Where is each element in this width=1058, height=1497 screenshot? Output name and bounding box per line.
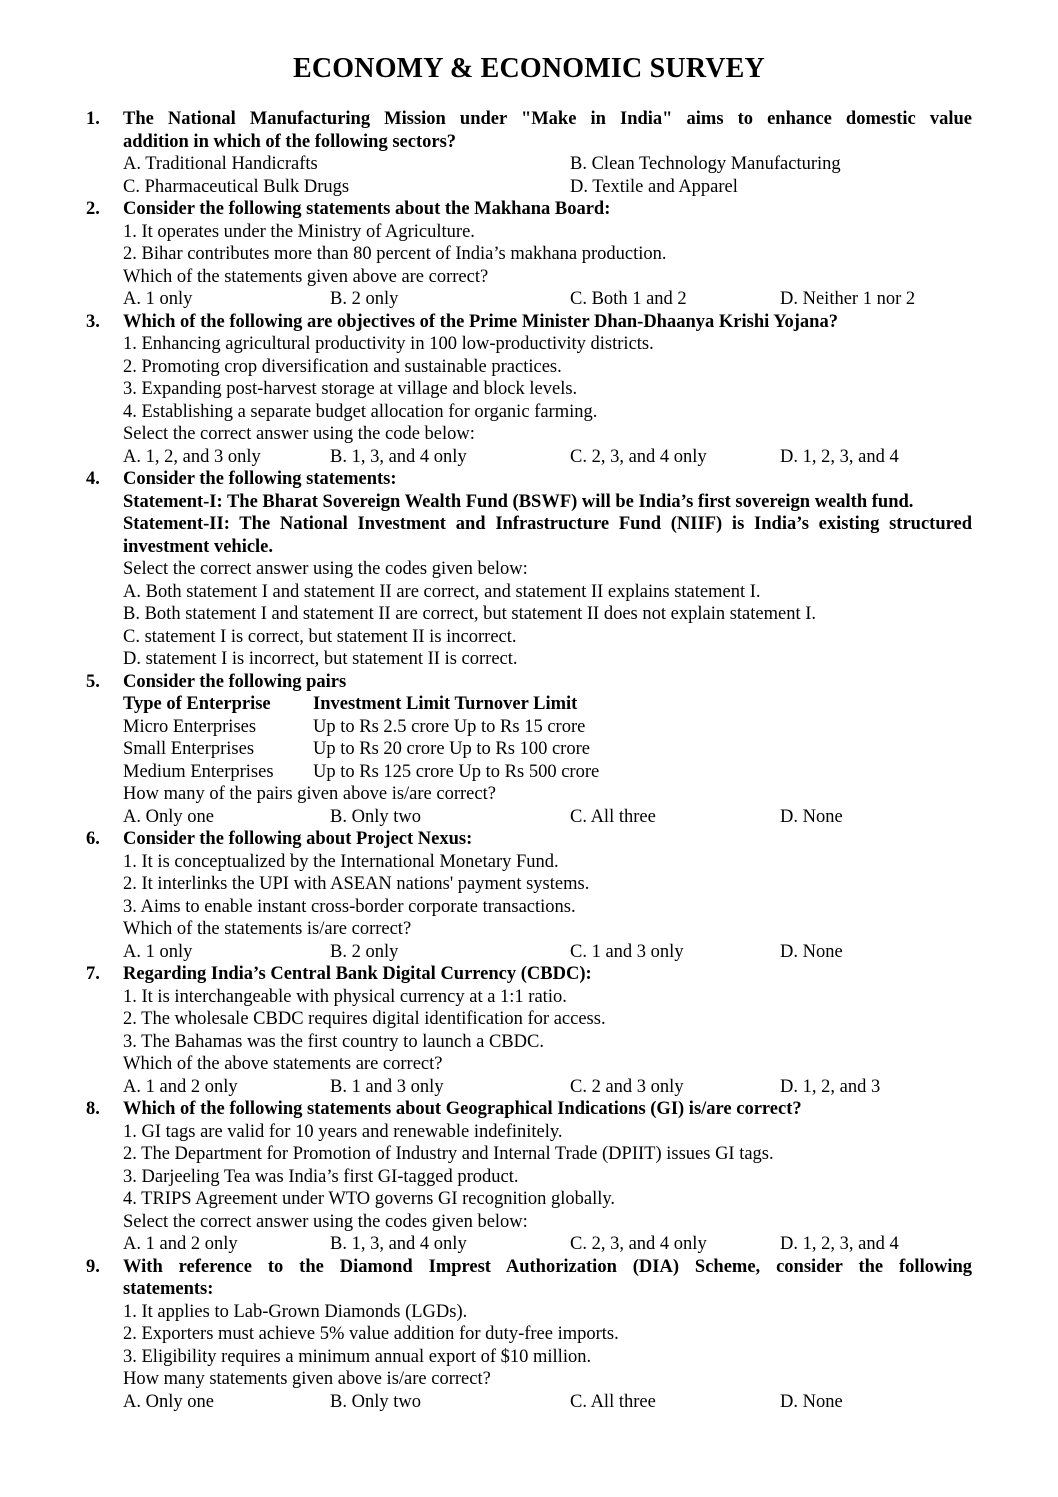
options-row (123, 176, 972, 199)
statement-item: 1. Enhancing agricultural productivity in 100 low-productivity districts. (123, 334, 654, 354)
option-c: C. 2, 3, and 4 only (570, 1234, 707, 1254)
statement-item: 2. Exporters must achieve 5% value addition for duty-free imports. (123, 1324, 619, 1344)
statement-item: 4. TRIPS Agreement under WTO governs GI recognition globally. (123, 1189, 616, 1209)
option-d: D. None (780, 806, 843, 827)
pair-limit-cell: Up to Rs 20 crore Up to Rs 100 crore (313, 739, 590, 759)
pair-row (123, 738, 972, 761)
question-lead: Which of the above statements are correct? (123, 1054, 443, 1074)
pair-type-cell: Medium Enterprises (123, 761, 274, 782)
option-a: A. Both statement I and statement II are correct, and statement II explains statement I. (123, 581, 761, 602)
question-text: statements: (123, 1279, 214, 1299)
statement-item: 1. It is interchangeable with physical currency at a 1:1 ratio. (123, 986, 567, 1007)
statement-item: 3. Eligibility requires a minimum annual export of $10 million. (123, 1346, 592, 1367)
question-5 (86, 671, 972, 829)
option-a: A. Only one (123, 1391, 214, 1412)
question-body (123, 468, 972, 671)
option-c: C. 1 and 3 only (570, 941, 684, 962)
option-d: D. 1, 2, 3, and 4 (780, 1234, 899, 1254)
statement-item: 3. The Bahamas was the first country to launch a CBDC. (123, 1031, 544, 1052)
statement-item: 2. The wholesale CBDC requires digital identification for access. (123, 1009, 606, 1029)
option-d: D. Neither 1 nor 2 (780, 289, 916, 309)
options-row (123, 1076, 972, 1099)
question-number: 4. (86, 469, 100, 489)
question-4 (86, 468, 972, 671)
question-lead: Select the correct answer using the codes given below: (123, 559, 528, 579)
options-row (123, 1391, 972, 1414)
option-b: B. 2 only (330, 289, 399, 309)
question-number: 5. (86, 671, 100, 692)
option-d: D. None (780, 941, 843, 962)
question-text: Which of the following statements about Geographical Indications (GI) is/are correct? (123, 1099, 802, 1119)
question-body (123, 1098, 972, 1256)
option-b: B. Only two (330, 1391, 421, 1412)
question-1 (86, 108, 972, 198)
option-c: C. statement I is correct, but statement II is incorrect. (123, 626, 517, 647)
option-d: D. 1, 2, 3, and 4 (780, 446, 899, 467)
statement-item: 3. Darjeeling Tea was India’s first GI-tagged product. (123, 1166, 519, 1187)
options-row (123, 1233, 972, 1256)
option-b: B. Both statement I and statement II are correct, but statement II does not explain statement I. (123, 604, 817, 624)
option-c: C. 2 and 3 only (570, 1076, 684, 1097)
option-c: C. 2, 3, and 4 only (570, 446, 707, 467)
statement-item: 1. It applies to Lab-Grown Diamonds (LGDs). (123, 1301, 468, 1322)
option-b: B. 1, 3, and 4 only (330, 446, 467, 467)
question-lead: Which of the statements given above are correct? (123, 266, 489, 287)
question-text: The National Manufacturing Mission under "Make in India" aims to enhance domestic value (123, 109, 972, 129)
question-number: 3. (86, 311, 100, 332)
question-text: Consider the following pairs (123, 671, 347, 692)
statement-item: 2. It interlinks the UPI with ASEAN nations' payment systems. (123, 874, 590, 894)
question-2 (86, 198, 972, 311)
options-row (123, 806, 972, 829)
option-b: B. Only two (330, 806, 421, 827)
question-lead: How many of the pairs given above is/are correct? (123, 784, 496, 804)
question-8 (86, 1098, 972, 1256)
question-text: addition in which of the following sectors? (123, 131, 457, 152)
statement-item: 1. It operates under the Ministry of Agriculture. (123, 221, 475, 242)
options-row (123, 288, 972, 311)
statement-item: 2. Bihar contributes more than 80 percent of India’s makhana production. (123, 244, 667, 264)
statement-1-line: Statement-I: The Bharat Sovereign Wealth Fund (BSWF) will be India’s first sovereign wealth fund. (123, 491, 914, 512)
question-body (123, 671, 972, 829)
question-body (123, 311, 972, 469)
pairs-header-row (123, 693, 972, 716)
statement-item: 3. Expanding post-harvest storage at village and block levels. (123, 379, 578, 399)
pair-type-cell: Micro Enterprises (123, 716, 257, 737)
question-number: 9. (86, 1256, 100, 1277)
option-d: D. Textile and Apparel (570, 176, 738, 197)
question-6 (86, 828, 972, 963)
question-text: With reference to the Diamond Imprest Authorization (DIA) Scheme, consider the following (123, 1256, 972, 1277)
option-c: C. Pharmaceutical Bulk Drugs (123, 176, 350, 197)
option-a: A. Only one (123, 806, 214, 827)
question-lead: Select the correct answer using the codes given below: (123, 1211, 528, 1232)
question-text: Consider the following statements: (123, 469, 397, 489)
question-text: Consider the following about Project Nexus: (123, 829, 473, 849)
statement-item: 1. GI tags are valid for 10 years and renewable indefinitely. (123, 1121, 563, 1142)
option-a: A. 1 and 2 only (123, 1076, 238, 1097)
option-b: B. 2 only (330, 941, 399, 962)
question-9 (86, 1256, 972, 1414)
question-text: Consider the following statements about the Makhana Board: (123, 199, 611, 219)
options-row (123, 941, 972, 964)
option-d: D. 1, 2, and 3 (780, 1076, 881, 1097)
option-c: C. All three (570, 1391, 656, 1412)
statement-item: 1. It is conceptualized by the International Monetary Fund. (123, 851, 559, 872)
question-7 (86, 963, 972, 1098)
question-number: 6. (86, 829, 100, 849)
pair-type-header: Type of Enterprise (123, 694, 271, 714)
pair-row (123, 716, 972, 739)
page-title: ECONOMY & ECONOMIC SURVEY (293, 53, 765, 84)
option-a: A. 1 only (123, 289, 193, 309)
option-b: B. 1, 3, and 4 only (330, 1234, 467, 1254)
question-body (123, 1256, 972, 1414)
question-body (123, 108, 972, 198)
question-body (123, 198, 972, 311)
option-b: B. 1 and 3 only (330, 1076, 444, 1097)
question-body (123, 963, 972, 1098)
option-a: A. 1, 2, and 3 only (123, 446, 261, 467)
statement-item: 4. Establishing a separate budget allocation for organic farming. (123, 401, 598, 422)
pair-type-cell: Small Enterprises (123, 739, 255, 759)
option-d: D. statement I is incorrect, but statement II is correct. (123, 649, 518, 669)
options-row (123, 446, 972, 469)
question-lead: How many statements given above is/are correct? (123, 1369, 491, 1389)
question-3 (86, 311, 972, 469)
option-b: B. Clean Technology Manufacturing (570, 154, 841, 174)
pair-limit-header: Investment Limit Turnover Limit (313, 694, 578, 714)
question-lead: Select the correct answer using the code below: (123, 424, 475, 444)
options-row (123, 153, 972, 176)
question-lead: Which of the statements is/are correct? (123, 919, 412, 939)
statement-item: 2. Promoting crop diversification and sustainable practices. (123, 356, 562, 377)
pair-limit-cell: Up to Rs 125 crore Up to Rs 500 crore (313, 761, 600, 782)
option-c: C. Both 1 and 2 (570, 289, 687, 309)
question-number: 2. (86, 199, 100, 219)
question-body (123, 828, 972, 963)
question-number: 8. (86, 1099, 100, 1119)
option-a: A. Traditional Handicrafts (123, 154, 318, 174)
question-text: Regarding India’s Central Bank Digital Currency (CBDC): (123, 964, 592, 984)
pair-limit-cell: Up to Rs 2.5 crore Up to Rs 15 crore (313, 716, 586, 737)
option-d: D. None (780, 1391, 843, 1412)
option-c: C. All three (570, 806, 656, 827)
question-text: Which of the following are objectives of the Prime Minister Dhan-Dhaanya Krishi Yojana? (123, 311, 838, 332)
pair-row (123, 761, 972, 784)
option-a: A. 1 and 2 only (123, 1234, 238, 1254)
option-a: A. 1 only (123, 941, 193, 962)
question-number: 7. (86, 964, 100, 984)
statement-2-line: investment vehicle. (123, 536, 274, 557)
statement-item: 2. The Department for Promotion of Industry and Internal Trade (DPIIT) issues GI tags. (123, 1144, 774, 1164)
question-number: 1. (86, 109, 100, 129)
statement-item: 3. Aims to enable instant cross-border corporate transactions. (123, 896, 576, 917)
statement-2-line: Statement-II: The National Investment and Infrastructure Fund (NIIF) is India’s existing structured (123, 514, 972, 534)
